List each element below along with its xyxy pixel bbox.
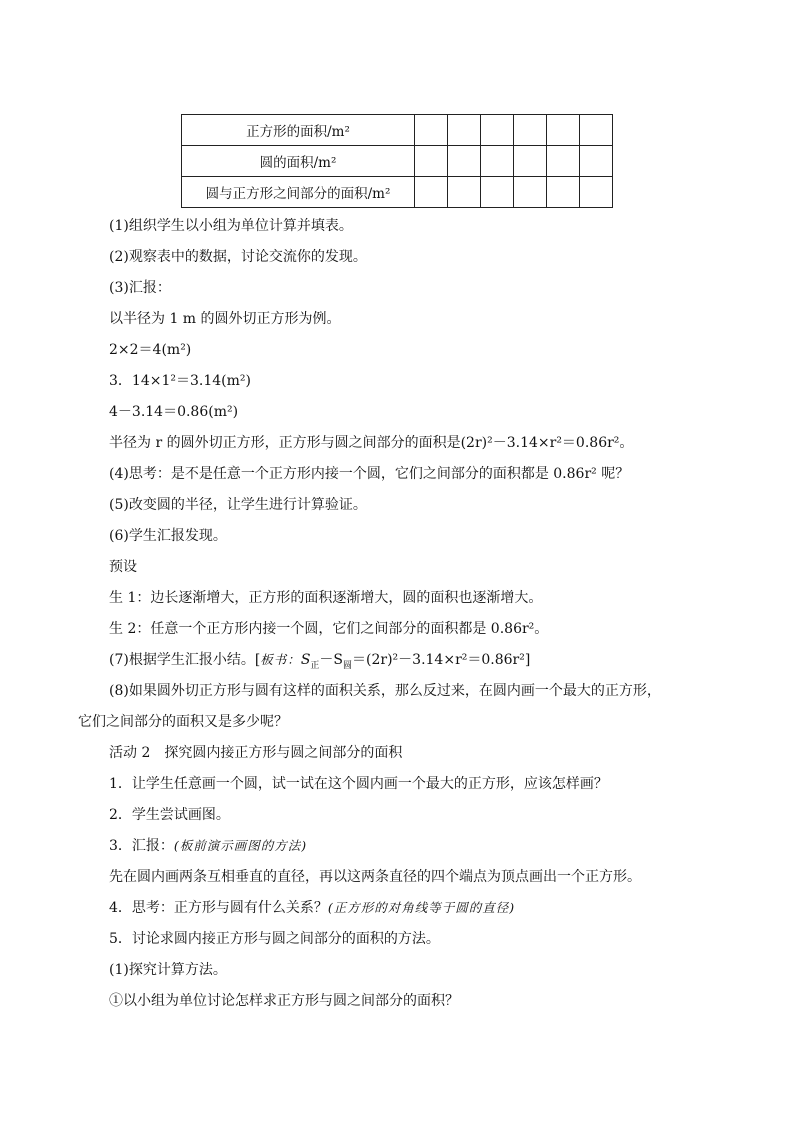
board-note: 板书： xyxy=(260,652,301,667)
think-line xyxy=(109,898,515,918)
table-row xyxy=(182,146,613,177)
text-line: ①以小组为单位讨论怎样求正方形与圆之间部分的面积？ xyxy=(109,993,459,1009)
text-line: 半径为 r 的圆外切正方形，正方形与圆之间部分的面积是(2r)²－3.14×r²＝0.86r²。 xyxy=(109,435,634,451)
report-text: 3．汇报： xyxy=(109,838,174,854)
table-row xyxy=(182,177,613,208)
text-line: 3．14×1²＝3.14(m²) xyxy=(109,373,251,389)
row-label: 正方形的面积/m² xyxy=(182,115,415,146)
text-line: (5)改变圆的半径，让学生进行计算验证。 xyxy=(109,497,367,513)
text-line: 4－3.14＝0.86(m²) xyxy=(109,404,239,420)
empty-cell xyxy=(448,146,481,177)
text-line: 2×2＝4(m²) xyxy=(109,342,192,358)
text-line: 5．讨论求圆内接正方形与圆之间部分的面积的方法。 xyxy=(109,931,440,947)
text-line: (1)组织学生以小组为单位计算并填表。 xyxy=(109,218,353,234)
formula-rest: ＝(2r)²－3.14×r²＝0.86r²] xyxy=(352,652,531,668)
empty-cell xyxy=(514,146,547,177)
area-table xyxy=(181,114,613,208)
text-line: (6)学生汇报发现。 xyxy=(109,528,227,544)
table-row xyxy=(182,115,613,146)
formula-s: S xyxy=(300,652,311,668)
empty-cell xyxy=(580,115,613,146)
text-line: (8)如果圆外切正方形与圆有这样的面积关系，那么反过来，在圆内画一个最大的正方形， xyxy=(109,683,661,699)
empty-cell xyxy=(547,115,580,146)
text-line: (3)汇报： xyxy=(109,280,171,296)
empty-cell xyxy=(547,146,580,177)
text-line: 以半径为 1 m 的圆外切正方形为例。 xyxy=(109,311,341,327)
empty-cell xyxy=(481,115,514,146)
row-label: 圆与正方形之间部分的面积/m² xyxy=(182,177,415,208)
formula-sub-square: 正 xyxy=(310,660,320,671)
empty-cell xyxy=(448,115,481,146)
text-line: (1)探究计算方法。 xyxy=(109,962,227,978)
text-line: 生 2：任意一个正方形内接一个圆，它们之间部分的面积都是 0.86r²。 xyxy=(109,621,549,637)
text-line: 1．让学生任意画一个圆，试一试在这个圆内画一个最大的正方形，应该怎样画？ xyxy=(109,776,608,792)
empty-cell xyxy=(415,146,448,177)
empty-cell xyxy=(481,146,514,177)
text-line: 先在圆内画两条互相垂直的直径，再以这两条直径的四个端点为顶点画出一个正方形。 xyxy=(109,869,641,885)
text-line: (2)观察表中的数据，讨论交流你的发现。 xyxy=(109,249,367,265)
row-label: 圆的面积/m² xyxy=(182,146,415,177)
empty-cell xyxy=(514,115,547,146)
text-line: 生 1：边长逐渐增大，正方形的面积逐渐增大，圆的面积也逐渐增大。 xyxy=(109,590,543,606)
report-line xyxy=(109,836,307,856)
summary-line xyxy=(109,650,530,670)
think-text: 4．思考：正方形与圆有什么关系？ xyxy=(109,900,328,916)
empty-cell xyxy=(514,177,547,208)
text-line: 预设 xyxy=(109,559,137,575)
summary-text: (7)根据学生汇报小结。[ xyxy=(109,652,261,668)
formula-minus-s: －S xyxy=(319,652,344,668)
empty-cell xyxy=(580,146,613,177)
empty-cell xyxy=(415,115,448,146)
activity-heading: 活动 2 探究圆内接正方形与圆之间部分的面积 xyxy=(109,745,403,761)
text-line: 2．学生尝试画图。 xyxy=(109,807,230,823)
text-line: (4)思考：是不是任意一个正方形内接一个圆，它们之间部分的面积都是 0.86r² 呢？ xyxy=(109,466,630,482)
empty-cell xyxy=(415,177,448,208)
empty-cell xyxy=(580,177,613,208)
diagonal-note: (正方形的对角线等于圆的直径) xyxy=(327,900,516,915)
empty-cell xyxy=(481,177,514,208)
board-demo-note: (板前演示画图的方法) xyxy=(173,838,308,853)
formula-sub-circle: 圆 xyxy=(343,660,353,671)
text-line: 它们之间部分的面积又是多少呢？ xyxy=(78,714,288,730)
empty-cell xyxy=(448,177,481,208)
empty-cell xyxy=(547,177,580,208)
